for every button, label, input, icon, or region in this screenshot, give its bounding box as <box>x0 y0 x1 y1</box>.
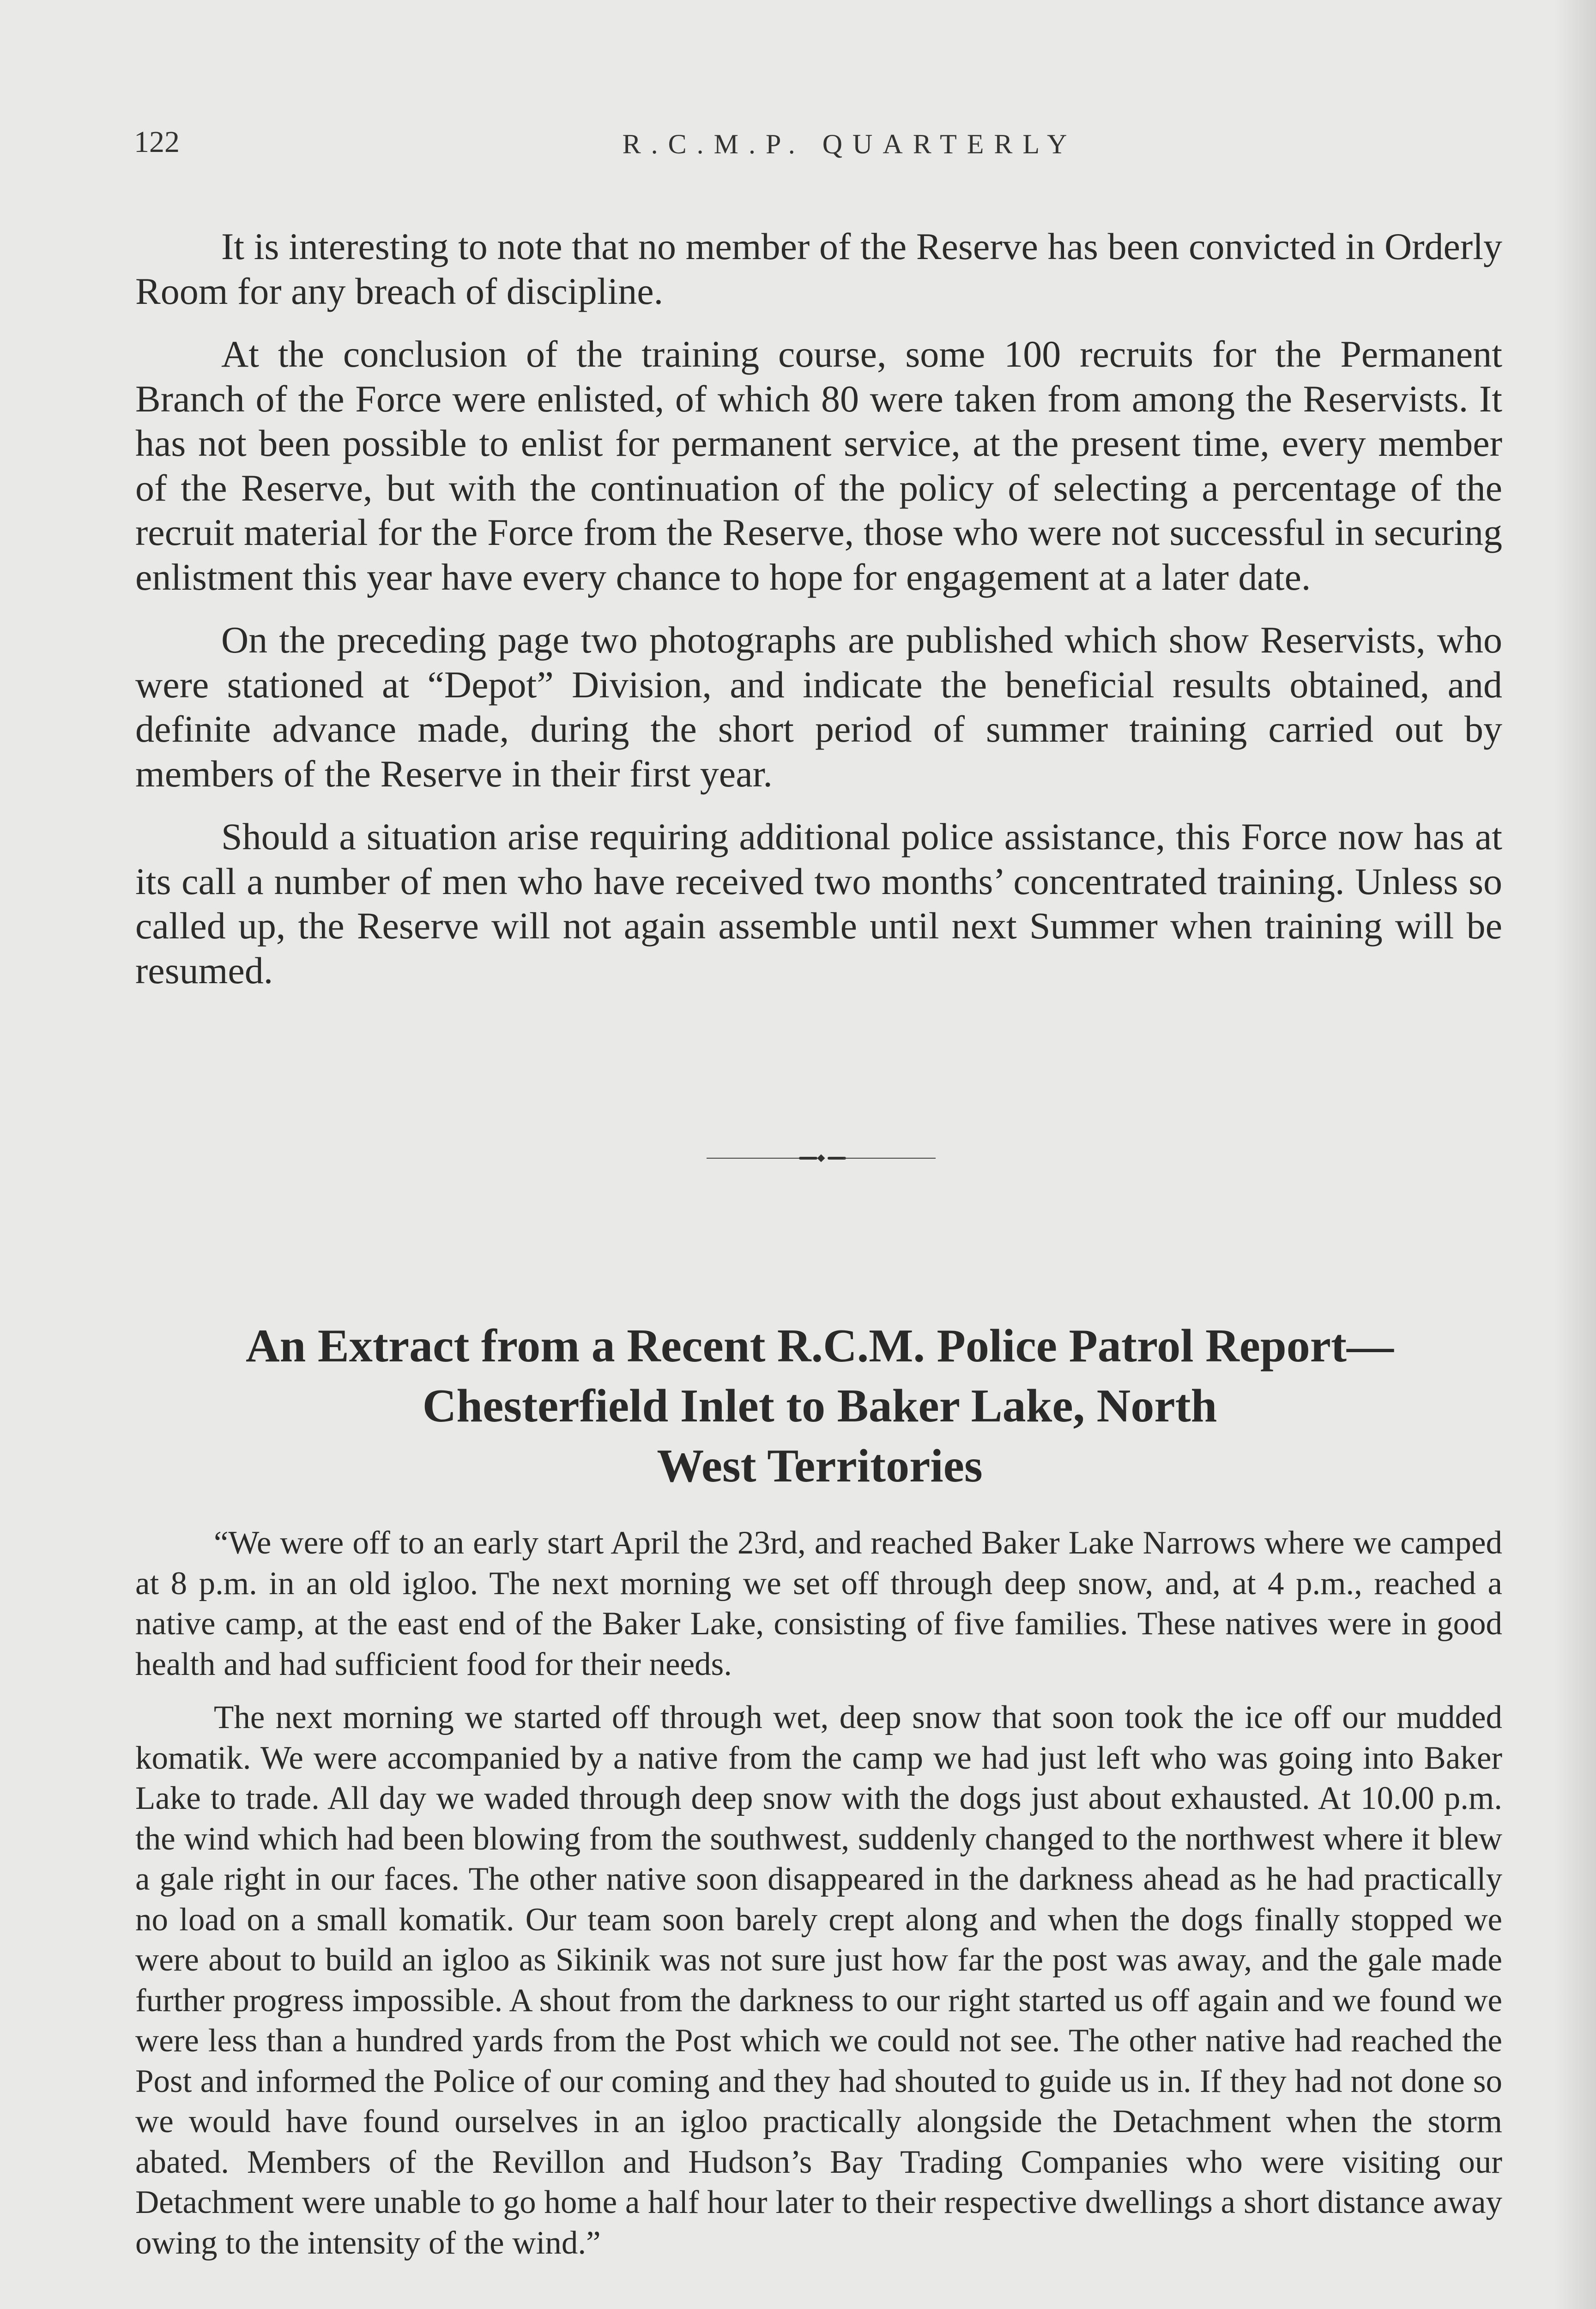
paragraph: “We were off to an early start April the 23rd, and reached Baker Lake Narrows where we camped at 8 p.m. in an old igloo. The next morning we set off through deep snow, and, at 4 p.m., reached a native camp, at the east end of the Baker Lake, consisting of five families. These natives were in good health and had sufficient food for their needs. <box>135 1525 1502 1682</box>
patrol-report-extract <box>135 1523 1502 2276</box>
title-line: West Territories <box>657 1440 983 1492</box>
reserve-training-section <box>135 224 1502 1011</box>
divider-diamond <box>817 1154 825 1162</box>
page-edge-shadow <box>1554 0 1596 2309</box>
page-number: 122 <box>134 125 180 159</box>
section-divider-ornament <box>707 1154 936 1163</box>
journal-title: R.C.M.P. QUARTERLY <box>622 129 1077 159</box>
running-header <box>134 125 1510 175</box>
paragraph: It is interesting to note that no member of the Reserve has been convicted in Orderly Room for any breach of discipline. <box>135 225 1502 312</box>
title-line: An Extract from a Recent R.C.M. Police Patrol Report— <box>245 1320 1394 1372</box>
divider-rule-right <box>843 1158 936 1159</box>
divider-rule-left <box>707 1158 799 1159</box>
paragraph: Should a situation arise requiring additional police assistance, this Force now has at its call a number of men who have received two months’ concentrated training. Unless so called up, the Reserve will not again assemble until next Summer when training will be resumed. <box>135 816 1502 991</box>
title-line: Chesterfield Inlet to Baker Lake, North <box>422 1380 1217 1432</box>
article-title <box>129 1316 1510 1496</box>
paragraph: On the preceding page two photographs are published which show Reservists, who were stationed at “Depot” Division, and indicate the beneficial results obtained, and definite advance made, during the short period of summer training carried out by members of the Reserve in their first year. <box>135 619 1502 795</box>
paragraph: At the conclusion of the training course, some 100 recruits for the Permanent Branch of the Force were enlisted, of which 80 were taken from among the Reservists. It has not been possible to enlist for permanent service, at the present time, every member of the Reserve, but with the continuation of the policy of selecting a percentage of the recruit material for the Force from the Reserve, those who were not successful in securing enlistment this year have every chance to hope for engagement at a later date. <box>135 333 1502 598</box>
divider-bar <box>799 1157 817 1160</box>
paragraph: The next morning we started off through wet, deep snow that soon took the ice off our mudded komatik. We were accompanied by a native from the camp we had just left who was going into Baker Lake to trade. All day we waded through deep snow with the dogs just about exhausted. At 10.00 p.m. the wind which had been blowing from the southwest, suddenly changed to the northwest where it blew a gale right in our faces. The other native soon disappeared in the darkness ahead as he had practically no load on a small komatik. Our team soon barely crept along and when the dogs finally stopped we were about to build an igloo as Sikinik was not sure just how far the post was away, and the gale made further progress impossible. A shout from the darkness to our right started us off again and we found we were less than a hundred yards from the Post which we could not see. The other native had reached the Post and informed the Police of our coming and they had shouted to guide us in. If they had not done so we would have found ourselves in an igloo practically alongside the Detachment when the storm abated. Members of the Revillon and Hudson’s Bay Trading Companies who were visiting our Detachment were unable to go home a half hour later to their respective dwellings a short distance away owing to the intensity of the wind.” <box>135 1699 1502 2261</box>
